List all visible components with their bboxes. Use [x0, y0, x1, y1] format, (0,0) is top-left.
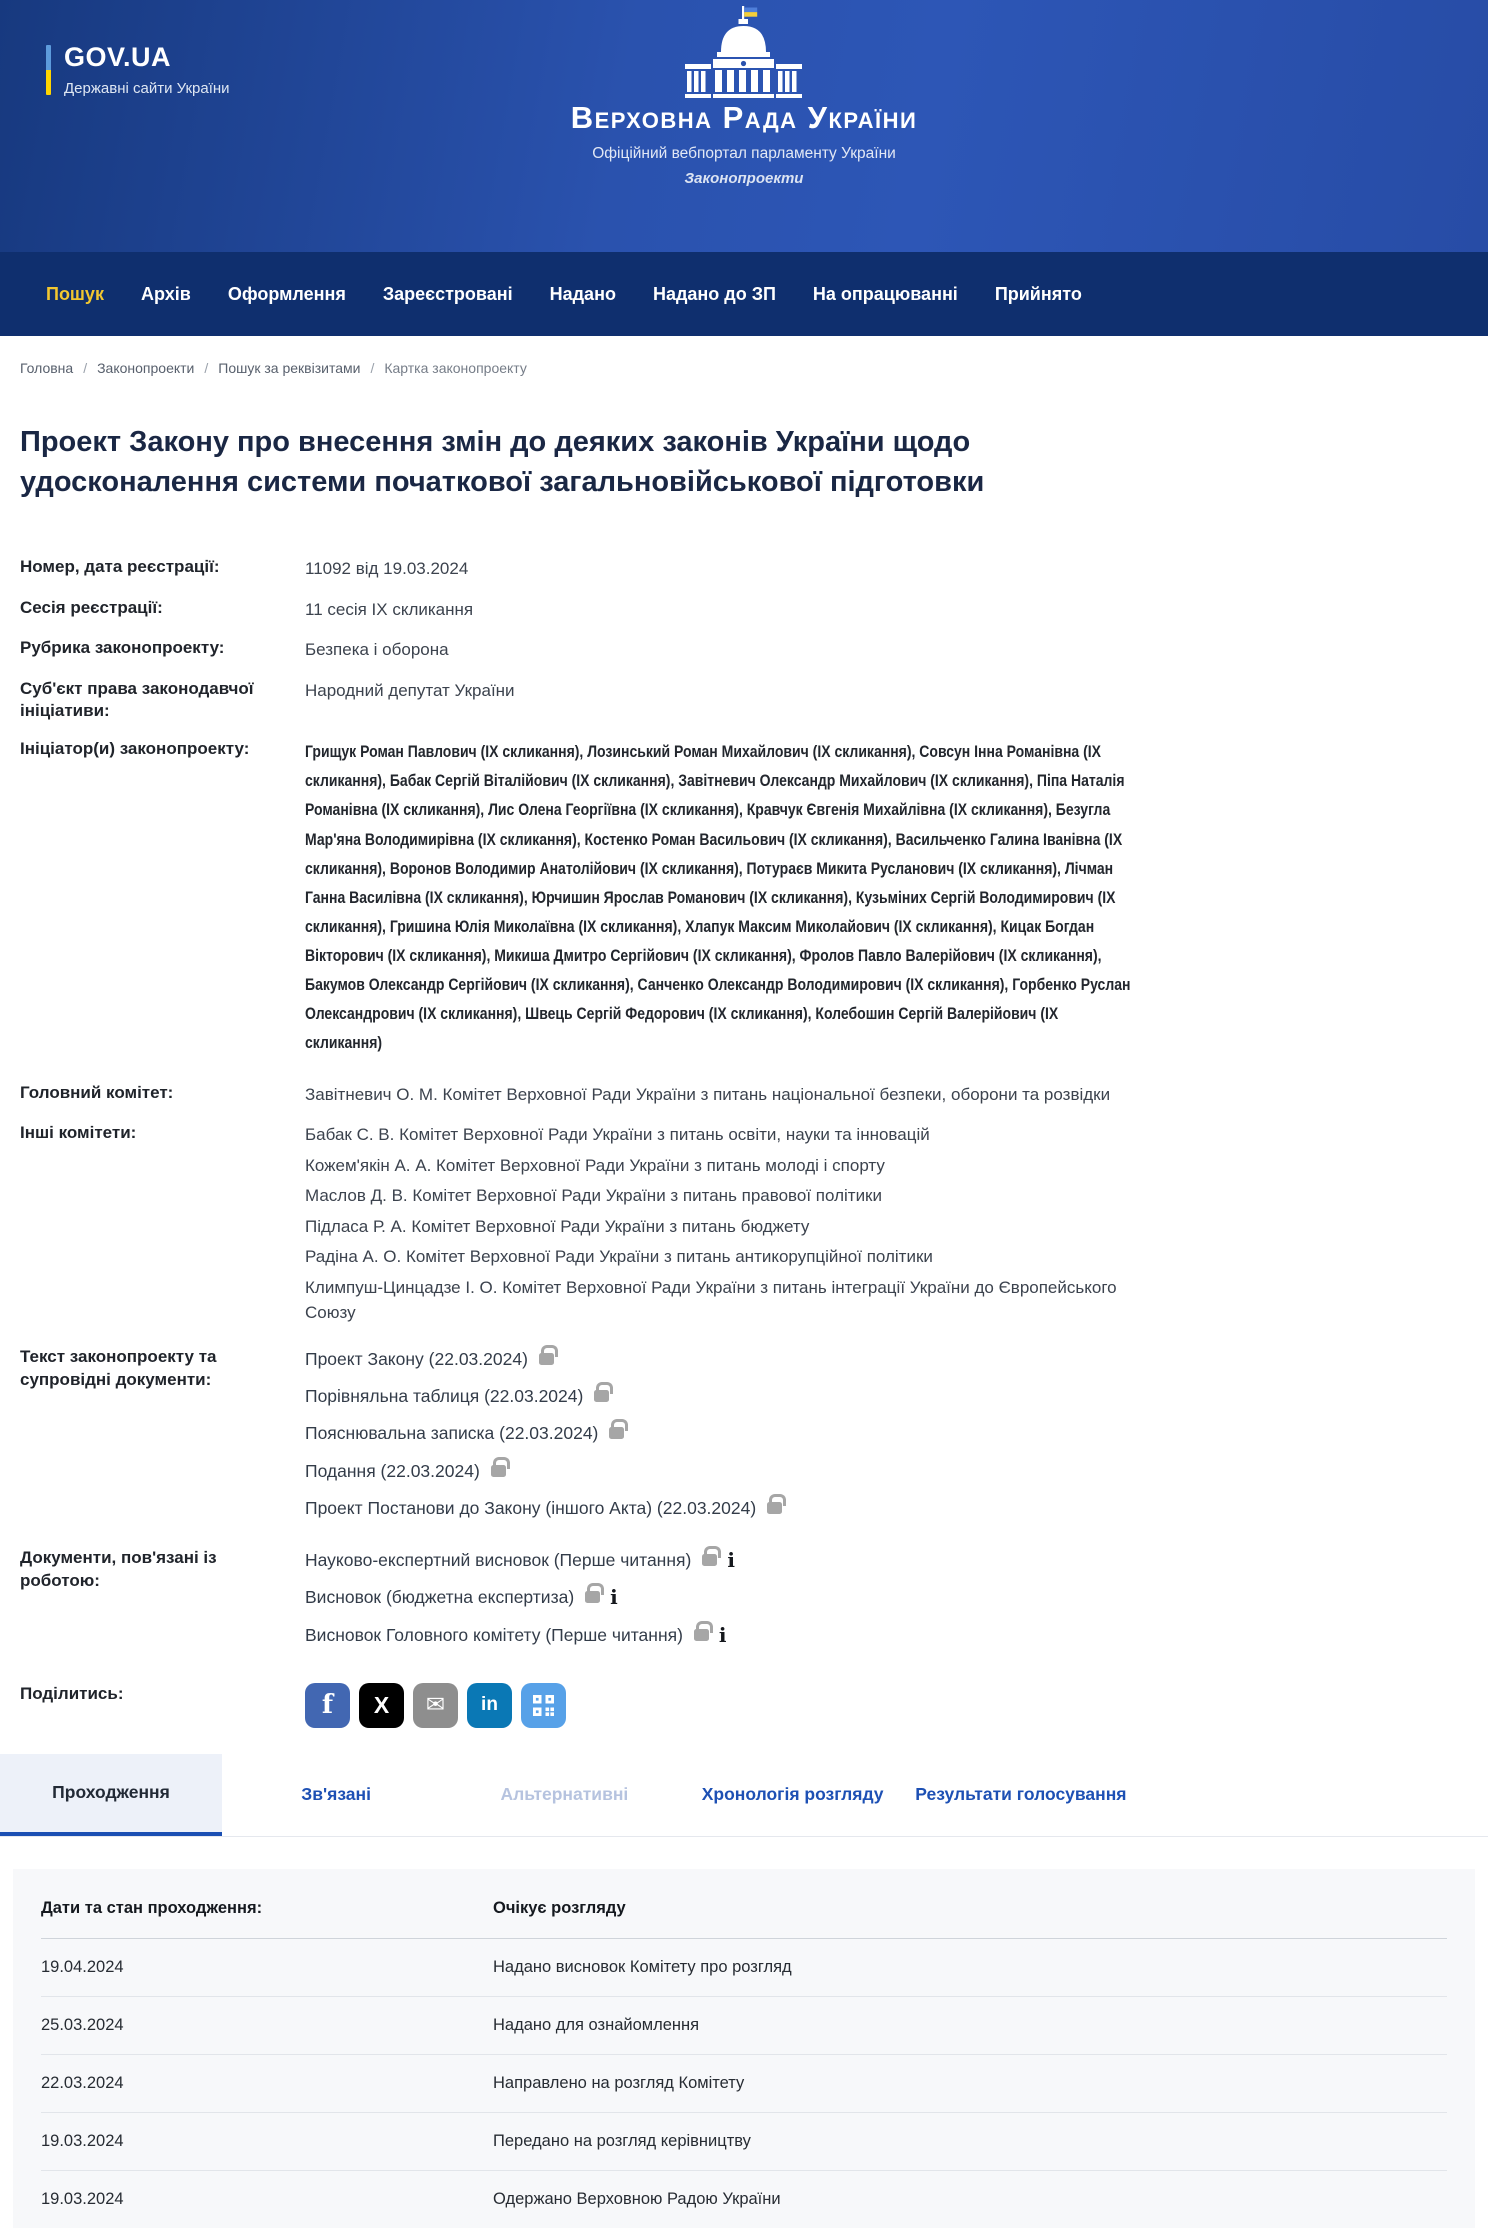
breadcrumb-current: Картка законопроекту	[384, 360, 527, 376]
field-row-number	[20, 556, 1138, 582]
row-date: 19.03.2024	[41, 2189, 124, 2208]
row-date: 19.03.2024	[41, 2131, 124, 2150]
initiators-list: Грищук Роман Павлович (IX скликання), Лозинський Роман Михайлович (IX скликання), Совсун Інна Романівна (IX скликання), Бабак Сергій Віталійович (IX скликання), Завітневич Олександр Михайлович (IX скликання), Піпа Наталія Романівна (IX скликання), Лис Олена Георгіївна (IX скликання), Кравчук Євгенія Михайлівна (IX скликання), Безугла Мар'яна Володимирівна (IX скликання), Костенко Роман Васильович (IX скликання), Васильченко Галина Іванівна (IX скликання), Воронов Володимир Анатолійович (IX скликання), Потураєв Микита Русланович (IX скликання), Лічман Ганна Василівна (IX скликання), Юрчишин Ярослав Романович (IX скликання), Кузьміних Сергій Володимирович (IX скликання), Гришина Юлія Миколаївна (IX скликання), Хлапук Максим Миколайович (IX скликання), Кицак Богдан Вікторович (IX скликання), Микиша Дмитро Сергійович (IX скликання), Фролов Павло Валерійович (IX скликання), Бакумов Олександр Сергійович (IX скликання), Санченко Олександр Володимирович (IX скликання), Горбенко Руслан Олександрович (IX скликання), Швець Сергій Федорович (IX скликання), Колебошин Сергій Валерійович (IX скликання)	[305, 743, 1131, 1052]
related-document-line	[305, 1547, 1138, 1573]
linkedin-share-icon[interactable]: in	[467, 1683, 512, 1728]
field-value: 11 сесія IX скликання	[305, 599, 474, 619]
table-row	[41, 2055, 1447, 2113]
document-link[interactable]: Подання (22.03.2024)	[305, 1460, 480, 1481]
row-status: Надано висновок Комітету про розгляд	[493, 1957, 792, 1976]
document-line	[305, 1458, 1138, 1484]
related-document-line	[305, 1622, 1138, 1648]
main-committee: Завітневич О. М. Комітет Верховної Ради України з питань національної безпеки, оборони та розвідки	[305, 1084, 1111, 1104]
document-link[interactable]: Проект Закону (22.03.2024)	[305, 1348, 528, 1369]
breadcrumb	[0, 336, 1488, 376]
breadcrumb-home[interactable]: Головна	[20, 360, 74, 376]
field-row-subject	[20, 678, 1138, 724]
site-section-label: Законопроекти	[684, 170, 804, 187]
lock-icon	[491, 1465, 506, 1477]
site-subtitle: Офіційний вебпортал парламенту України	[592, 145, 896, 162]
committee-line: Радіна А. О. Комітет Верховної Ради України з питань антикорупційної політики	[305, 1247, 933, 1267]
nav-item-nadano[interactable]: Надано	[549, 283, 616, 304]
document-line	[305, 1495, 1138, 1521]
committee-line: Бабак С. В. Комітет Верховної Ради України з питань освіти, науки та інновацій	[305, 1125, 930, 1145]
row-status: Направлено на розгляд Комітету	[493, 2073, 745, 2092]
share-icons	[305, 1683, 1138, 1728]
row-date: 22.03.2024	[41, 2073, 124, 2092]
govua-logo[interactable]	[46, 42, 230, 97]
info-icon[interactable]: i	[610, 1585, 618, 1610]
progress-panel	[13, 1869, 1475, 2228]
field-row-main-committee	[20, 1082, 1138, 1108]
info-icon[interactable]: i	[718, 1622, 727, 1647]
breadcrumb-poshuk-za-rekvizytamy[interactable]: Пошук за реквізитами	[218, 360, 361, 376]
committee-line: Маслов Д. В. Комітет Верховної Ради України з питань правової політики	[305, 1186, 882, 1206]
document-link[interactable]: Порівняльна таблиця (22.03.2024)	[305, 1386, 584, 1406]
tab-alternatyvni	[450, 1754, 678, 1836]
document-link[interactable]: Проект Постанови до Закону (іншого Акта) (22.03.2024)	[305, 1497, 757, 1518]
tabs-bar	[0, 1754, 1488, 1837]
tab-prohodzhennya[interactable]	[0, 1754, 222, 1836]
facebook-share-icon[interactable]: f	[305, 1683, 350, 1728]
field-value: 11092 від 19.03.2024	[305, 559, 469, 579]
field-row-initiators	[20, 738, 1138, 1057]
breadcrumb-separator: /	[370, 360, 375, 376]
row-date: 19.04.2024	[41, 1957, 124, 1976]
tab-khronolohiya-rozhlyadu[interactable]	[679, 1754, 907, 1836]
table-header-row	[41, 1875, 1447, 1939]
nav-item-pryinyato[interactable]: Прийнято	[994, 283, 1082, 304]
related-document-link[interactable]: Висновок (бюджетна експертиза)	[305, 1587, 575, 1608]
bill-details	[0, 556, 1488, 1728]
nav-item-arkhiv[interactable]: Архів	[140, 283, 191, 304]
main-nav	[0, 252, 1488, 336]
site-header	[0, 0, 1488, 252]
field-row-other-committees	[20, 1122, 1138, 1331]
lock-icon	[694, 1629, 709, 1641]
tab-label: Зв'язані	[301, 1784, 371, 1805]
tab-rezultaty-holosuvannya[interactable]	[907, 1754, 1135, 1836]
field-label: Головний комітет:	[20, 1082, 174, 1102]
table-header-status: Очікує розгляду	[493, 1898, 626, 1917]
lock-icon	[539, 1353, 554, 1365]
lock-icon	[767, 1502, 782, 1514]
x-twitter-share-icon[interactable]: X	[359, 1683, 404, 1728]
tab-label: Альтернативні	[500, 1784, 629, 1805]
field-label: Документи, пов'язані із роботою:	[20, 1548, 217, 1590]
committee-line: Климпуш-Цинцадзе І. О. Комітет Верховної Ради України з питань інтеграції України до Європейського Союзу	[305, 1277, 1117, 1323]
field-value: Народний депутат України	[305, 680, 515, 700]
field-label: Текст законопроекту та супровідні документи:	[20, 1346, 217, 1389]
field-label: Суб'єкт права законодавчої ініціативи:	[20, 678, 254, 721]
field-label: Сесія реєстрації:	[20, 597, 163, 617]
document-line	[305, 1346, 1138, 1372]
tab-zvyazani[interactable]	[222, 1754, 450, 1836]
nav-item-na-opratsyuvanni[interactable]: На опрацюванні	[812, 283, 958, 304]
committee-line: Підласа Р. А. Комітет Верховної Ради України з питань бюджету	[305, 1216, 810, 1236]
row-status: Одержано Верховною Радою України	[493, 2189, 781, 2208]
field-row-documents	[20, 1346, 1138, 1532]
share-label: Поділитись:	[20, 1683, 124, 1703]
govua-subtitle: Державні сайти України	[64, 80, 230, 97]
nav-item-poshuk[interactable]: Пошук	[46, 283, 104, 304]
breadcrumb-zakonoproekty[interactable]: Законопроекти	[97, 360, 195, 376]
row-status: Надано для ознайомлення	[493, 2015, 700, 2034]
field-row-rubric	[20, 637, 1138, 663]
related-document-link[interactable]: Висновок Головного комітету (Перше читання)	[305, 1624, 683, 1645]
breadcrumb-separator: /	[83, 360, 88, 376]
nav-item-zareyestrovani[interactable]: Зареєстровані	[382, 283, 513, 304]
document-line	[305, 1383, 1138, 1409]
table-row	[41, 1997, 1447, 2055]
field-label: Рубрика законопроекту:	[20, 638, 225, 658]
table-row	[41, 2113, 1447, 2171]
email-share-icon[interactable]: ✉	[413, 1683, 458, 1728]
document-link[interactable]: Пояснювальна записка (22.03.2024)	[305, 1423, 599, 1444]
table-row	[41, 1939, 1447, 1997]
related-document-link[interactable]: Науково-експертний висновок (Перше читання)	[305, 1550, 692, 1570]
row-status: Передано на розгляд керівництву	[493, 2131, 751, 2150]
ukraine-flag-bar-icon	[46, 45, 51, 95]
document-line	[305, 1420, 1138, 1446]
nav-item-nadano-do-zp[interactable]: Надано до ЗП	[652, 283, 776, 304]
row-date: 25.03.2024	[41, 2015, 124, 2034]
lock-icon	[609, 1427, 624, 1439]
site-title: Верховна Рада України	[570, 100, 918, 135]
lock-icon	[594, 1390, 609, 1402]
tab-label: Проходження	[52, 1782, 170, 1803]
field-label: Інші комітети:	[20, 1123, 137, 1143]
table-header-dates: Дати та стан проходження:	[41, 1898, 263, 1917]
related-document-line	[305, 1584, 1138, 1610]
share-row	[20, 1683, 1138, 1728]
qr-glyph-icon	[532, 1694, 555, 1717]
site-identity[interactable]	[384, 6, 1104, 187]
tab-label: Хронологія розгляду	[701, 1784, 884, 1805]
nav-item-oformlennya[interactable]: Оформлення	[227, 283, 346, 304]
field-label: Ініціатор(и) законопроекту:	[20, 739, 250, 759]
field-row-session	[20, 597, 1138, 623]
committee-line: Кожем'якін А. А. Комітет Верховної Ради України з питань молоді і спорту	[305, 1155, 885, 1175]
qr-code-share-icon[interactable]	[521, 1683, 566, 1728]
lock-icon	[585, 1591, 600, 1603]
field-label: Номер, дата реєстрації:	[20, 557, 220, 577]
lock-icon	[702, 1554, 717, 1566]
breadcrumb-separator: /	[204, 360, 209, 376]
parliament-building-icon	[678, 6, 810, 98]
page-title: Проект Закону про внесення змін до деяких законів України щодо удосконалення системи початкової загальновійськової підготовки	[20, 426, 985, 499]
info-icon[interactable]: i	[727, 1548, 735, 1573]
govua-title: GOV.UA	[64, 42, 172, 72]
field-row-related-documents	[20, 1547, 1138, 1659]
field-value: Безпека і оборона	[305, 640, 449, 660]
tab-label: Результати голосування	[915, 1784, 1127, 1805]
table-row	[41, 2171, 1447, 2228]
